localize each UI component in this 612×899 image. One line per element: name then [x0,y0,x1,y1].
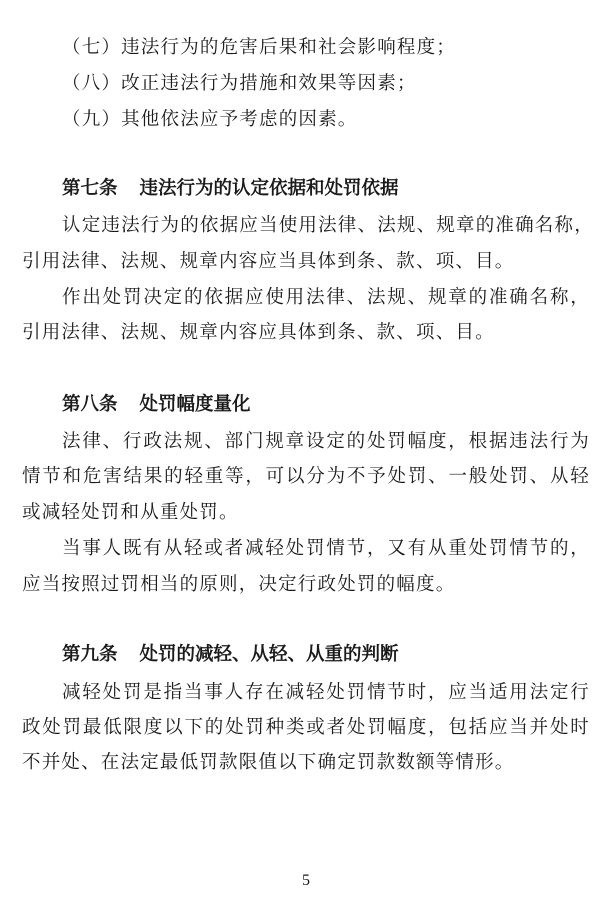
article-8-para1-line1: 法律、行政法规、部门规章设定的处罚幅度，根据违法行为 [62,431,590,452]
article-8-para1-line2: 情节和危害结果的轻重等，可以分为不予处罚、一般处罚、从轻 [22,466,590,487]
list-item-7: （七）违法行为的危害后果和社会影响程度； [62,37,457,58]
article-8-para2-line2: 应当按照过罚相当的原则，决定行政处罚的幅度。 [22,574,456,595]
list-item-9: （九）其他依法应予考虑的因素。 [62,109,358,130]
article-8-number: 第八条 [62,394,118,415]
article-8-heading [62,393,251,417]
article-8-para2-line1: 当事人既有从轻或者减轻处罚情节，又有从重处罚情节的， [62,538,590,559]
article-7-para2-line2: 引用法律、法规、规章内容应具体到条、款、项、目。 [22,322,495,343]
article-9-para1-line1: 减轻处罚是指当事人存在减轻处罚情节时，应当适用法定行 [62,682,590,703]
article-7-number: 第七条 [62,178,118,199]
article-9-para1-line2: 政处罚最低限度以下的处罚种类或者处罚幅度，包括应当并处时 [22,717,590,738]
article-9-para1-line3: 不并处、在法定最低罚款限值以下确定罚款数额等情形。 [22,752,515,773]
page-number: 5 [302,872,310,889]
article-9-heading [62,643,399,667]
article-7-para2-line1: 作出处罚决定的依据应使用法律、法规、规章的准确名称， [62,287,590,308]
article-7-title: 违法行为的认定依据和处罚依据 [139,178,399,199]
article-7-para1-line1: 认定违法行为的依据应当使用法律、法规、规章的准确名称， [62,215,594,236]
article-7-heading [62,177,399,201]
article-8-para1-line3: 或减轻处罚和从重处罚。 [22,502,239,523]
article-9-number: 第九条 [62,644,118,665]
article-8-title: 处罚幅度量化 [139,394,251,415]
list-item-8: （八）改正违法行为措施和效果等因素； [62,73,417,94]
article-9-title: 处罚的减轻、从轻、从重的判断 [139,644,399,665]
article-7-para1-line2: 引用法律、法规、规章内容应当具体到条、款、项、目。 [22,251,515,272]
